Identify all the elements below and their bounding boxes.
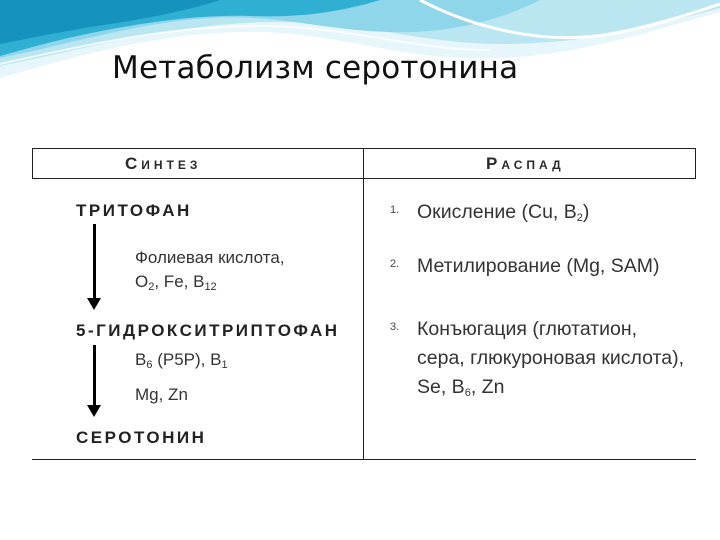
stage-serotonin: СЕРОТОНИН — [76, 428, 207, 447]
list-number: 2. — [390, 258, 400, 270]
cofactor-o2-fe-b12: $O_2$, Fe, $B_{12}$ — [135, 272, 217, 293]
arrow-down-icon — [93, 345, 96, 407]
table-right-border — [695, 148, 696, 178]
list-number: 1. — [390, 204, 400, 216]
table-left-border — [32, 148, 33, 178]
cofactors-step1 — [135, 246, 285, 299]
arrow-down-icon — [93, 224, 96, 300]
table-column-divider — [363, 148, 364, 460]
table-header-divider — [32, 178, 696, 179]
header-synthesis: Синтез — [125, 154, 202, 173]
table-bottom-border — [32, 459, 696, 460]
cofactors-step2 — [135, 348, 228, 407]
slide-title: Метаболизм серотонина — [112, 50, 519, 86]
list-number: 3. — [390, 321, 400, 333]
stage-tryptophan: ТРИТОФАН — [76, 201, 192, 220]
table-top-border — [32, 148, 696, 149]
cofactor-folic-acid: Фолиевая кислота, — [135, 248, 285, 267]
header-decay: Распад — [486, 154, 565, 173]
stage-5-hydroxytryptophan: 5-ГИДРОКСИТРИПТОФАН — [76, 321, 340, 340]
cofactor-b6-b1: $B_6$ (P5P), $B_1$ — [135, 350, 228, 371]
cofactor-mg-zn: Mg, Zn — [135, 385, 188, 404]
